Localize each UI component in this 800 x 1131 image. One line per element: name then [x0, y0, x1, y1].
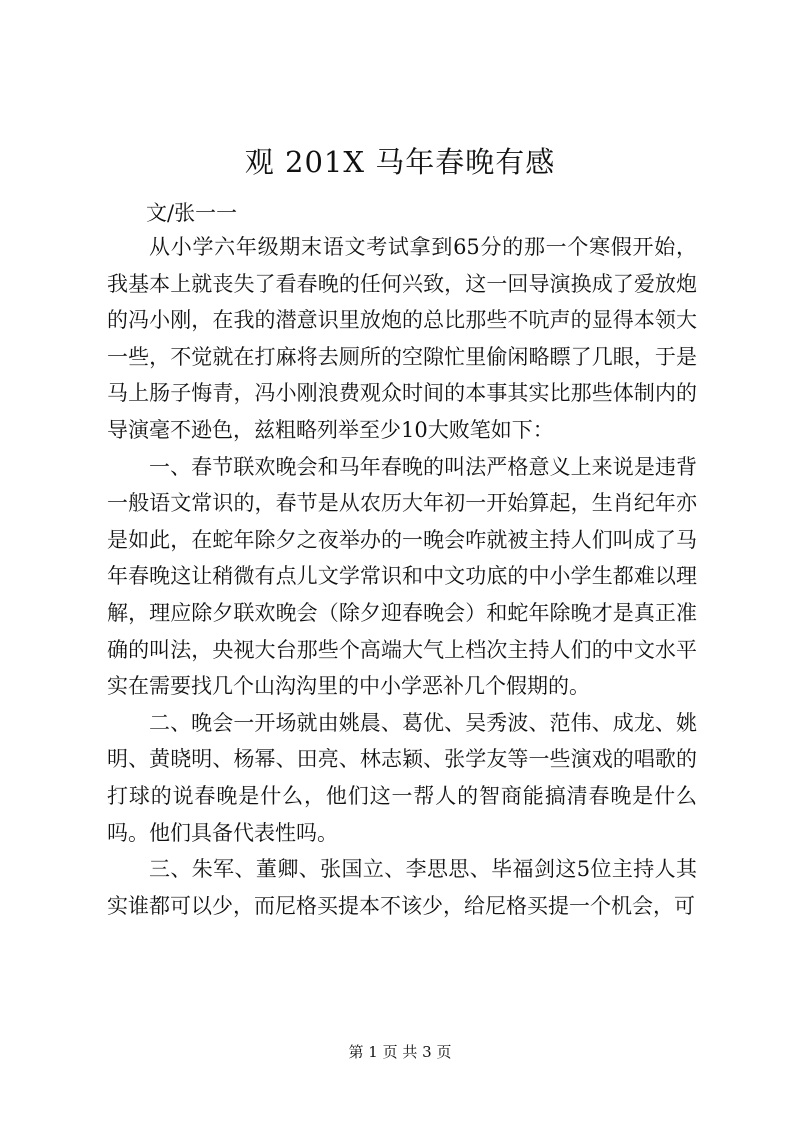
paragraph-point-2: 二、晚会一开场就由姚晨、葛优、吴秀波、范伟、成龙、姚明、黄晓明、杨幂、田亮、林志颖、张学友等一些演戏的唱歌的打球的说春晚是什么，他们这一帮人的智商能搞清春晚是什么吗。他们具备代表性吗。 — [107, 710, 697, 845]
paragraph-intro: 从小学六年级期末语文考试拿到65分的那一个寒假开始，我基本上就丧失了看春晚的任何兴致，这一回导演换成了爱放炮的冯小刚，在我的潜意识里放炮的总比那些不吭声的显得本领大一些，不觉就在打麻将去厕所的空隙忙里偷闲略瞟了几眼，于是马上肠子悔青，冯小刚浪费观众时间的本事其实比那些体制内的导演毫不逊色，兹粗略列举至少10大败笔如下： — [107, 235, 697, 442]
document-title: 观 201X 马年春晚有感 — [244, 145, 556, 179]
paragraph-point-3: 三、朱军、董卿、张国立、李思思、毕福剑这5位主持人其实谁都可以少，而尼格买提本不该少，给尼格买提一个机会，可 — [107, 857, 697, 918]
page-indicator: 第 1 页 共 3 页 — [348, 1043, 452, 1061]
author-byline: 文/张一一 — [146, 201, 238, 225]
paragraph-point-1: 一、春节联欢晚会和马年春晚的叫法严格意义上来说是违背一般语文常识的，春节是从农历大年初一开始算起，生肖纪年亦是如此，在蛇年除夕之夜举办的一晚会咋就被主持人们叫成了马年春晚这让稍微有点儿文学常识和中文功底的中小学生都难以理解，理应除夕联欢晚会（除夕迎春晚会）和蛇年除晚才是真正准确的叫法，央视大台那些个高端大气上档次主持人们的中文水平实在需要找几个山沟沟里的中小学恶补几个假期的。 — [107, 454, 697, 699]
document-body — [107, 229, 697, 924]
